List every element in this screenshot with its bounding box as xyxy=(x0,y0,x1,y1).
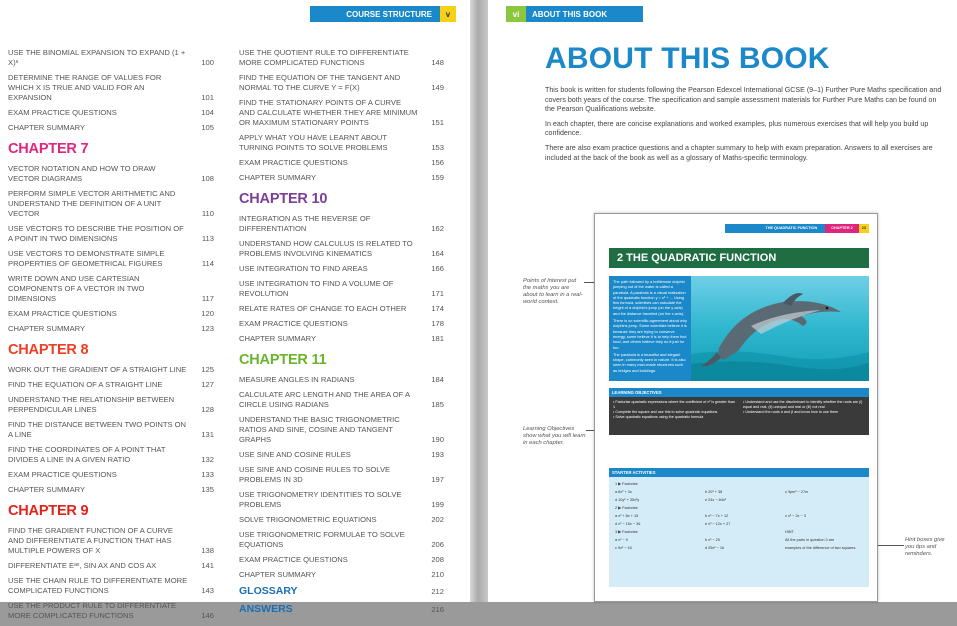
starter-item: 1 ▶ Factorise xyxy=(615,482,638,486)
contents-entry xyxy=(239,375,444,385)
entry-title: CHAPTER SUMMARY xyxy=(239,173,317,182)
entry-page-number: 105 xyxy=(201,123,214,132)
starter-item: a x² + 8x + 15 xyxy=(615,514,639,518)
contents-column-2 xyxy=(239,48,444,621)
note-hint-boxes: Hint boxes give you tips and reminders. xyxy=(905,537,945,557)
entry-title: USE TRIGONOMETRY IDENTITIES TO SOLVE PROBLEMS xyxy=(239,490,402,509)
entry-page-number: 197 xyxy=(431,475,444,484)
contents-entry xyxy=(239,450,444,460)
sample-header-chapter: CHAPTER 2 xyxy=(825,224,859,233)
entry-page-number: 125 xyxy=(201,365,214,374)
entry-title: USE VECTORS TO DESCRIBE THE POSITION OF A POINT IN TWO DIMENSIONS xyxy=(8,224,184,243)
entry-page-number: 185 xyxy=(431,400,444,409)
entry-title: CALCULATE ARC LENGTH AND THE AREA OF A CIRCLE USING RADIANS xyxy=(239,390,410,409)
entry-title: USE SINE AND COSINE RULES xyxy=(239,450,351,459)
starter-item: c x² − 2x − 3 xyxy=(785,514,806,518)
entry-page-number: 206 xyxy=(431,540,444,549)
starter-row xyxy=(615,529,863,537)
contents-entry xyxy=(239,48,444,68)
entry-title: USE THE PRODUCT RULE TO DIFFERENTIATE MORE COMPLICATED FUNCTIONS xyxy=(8,601,177,620)
entry-title: FIND THE COORDINATES OF A POINT THAT DIVIDES A LINE IN A GIVEN RATIO xyxy=(8,445,166,464)
contents-entry xyxy=(8,576,214,596)
book-gutter xyxy=(470,0,488,602)
entry-page-number: 171 xyxy=(431,289,444,298)
entry-page-number: 133 xyxy=(201,470,214,479)
right-page xyxy=(488,0,957,602)
contents-entry xyxy=(8,48,214,68)
contents-entry xyxy=(239,555,444,565)
entry-title: FIND THE EQUATION OF A STRAIGHT LINE xyxy=(8,380,163,389)
lo-item: • Factorise quadratic expressions where the coefficient of x² is greater than 1 xyxy=(613,400,735,409)
entry-page-number: 162 xyxy=(431,224,444,233)
contents-entry xyxy=(239,214,444,234)
lo-item: • Understand and use the discriminant to identify whether the roots are (i) equal and real, (ii) unequal and real or (iii) not real xyxy=(743,400,863,409)
dolphin-illustration xyxy=(691,276,869,381)
starter-row xyxy=(615,497,863,505)
entry-page-number: 148 xyxy=(431,58,444,67)
entry-title: EXAM PRACTICE QUESTIONS xyxy=(239,158,348,167)
starter-item: All the parts in question 3 are xyxy=(785,538,835,542)
starter-row xyxy=(615,537,863,545)
entry-page-number: 156 xyxy=(431,158,444,167)
sample-learning-objectives-title: LEARNING OBJECTIVES xyxy=(609,388,869,397)
entry-title: CHAPTER SUMMARY xyxy=(8,324,86,333)
entry-page-number: 143 xyxy=(201,586,214,595)
poi-paragraph: There is no scientific agreement about why dolphins jump. Some scientists believe it is because they are trying to conserve energy, some believe it is to help them find food, and others believe they do it just for fun. xyxy=(613,318,687,350)
entry-title: UNDERSTAND THE RELATIONSHIP BETWEEN PERPENDICULAR LINES xyxy=(8,395,175,414)
sample-header xyxy=(725,224,869,233)
lo-item: • Understand the roots α and β and know how to use them xyxy=(743,410,839,414)
contents-entry xyxy=(8,224,214,244)
entry-page-number: 153 xyxy=(431,143,444,152)
intro-paragraph: In each chapter, there are concise explanations and worked examples, plus numerous exercises that will help you build up confidence. xyxy=(545,119,929,138)
entry-title: EXAM PRACTICE QUESTIONS xyxy=(8,470,117,479)
sample-starter-activities-title: STARTER ACTIVITIES xyxy=(609,468,869,477)
intro-text xyxy=(545,86,945,168)
contents-entry xyxy=(239,264,444,274)
contents-entry xyxy=(8,380,214,390)
entry-title: MEASURE ANGLES IN RADIANS xyxy=(239,375,355,384)
entry-title: USE VECTORS TO DEMONSTRATE SIMPLE PROPERTIES OF GEOMETRICAL FIGURES xyxy=(8,249,165,268)
entry-title: UNDERSTAND HOW CALCULUS IS RELATED TO PROBLEMS INVOLVING KINEMATICS xyxy=(239,239,413,258)
entry-page-number: 174 xyxy=(431,304,444,313)
entry-title: DETERMINE THE RANGE OF VALUES FOR WHICH X IS TRUE AND VALID FOR AN EXPANSION xyxy=(8,73,162,102)
contents-entry xyxy=(8,445,214,465)
contents-entry xyxy=(8,123,214,133)
lo-right-column xyxy=(743,400,863,415)
chapter-heading: CHAPTER 7 xyxy=(8,141,89,157)
starter-item: c 9x² − 16 xyxy=(615,546,632,550)
contents-entry xyxy=(239,239,444,259)
sample-header-page: 23 xyxy=(859,224,869,233)
entry-title: EXAM PRACTICE QUESTIONS xyxy=(8,108,117,117)
entry-page-number: 193 xyxy=(431,450,444,459)
entry-page-number: 128 xyxy=(201,405,214,414)
entry-title: ANSWERS xyxy=(239,603,293,615)
chapter-heading: CHAPTER 10 xyxy=(239,191,328,207)
entry-title: SOLVE TRIGONOMETRIC EQUATIONS xyxy=(239,515,377,524)
entry-page-number: 100 xyxy=(201,58,214,67)
entry-page-number: 135 xyxy=(201,485,214,494)
contents-entry xyxy=(239,530,444,550)
contents-entry xyxy=(239,319,444,329)
entry-title: RELATE RATES OF CHANGE TO EACH OTHER xyxy=(239,304,407,313)
left-page-header xyxy=(310,6,456,22)
entry-page-number: 149 xyxy=(431,83,444,92)
entry-title: USE INTEGRATION TO FIND A VOLUME OF REVOLUTION xyxy=(239,279,394,298)
starter-item: c 9pm² − 27m xyxy=(785,490,809,494)
starter-item: b x² − 25 xyxy=(705,538,720,542)
starter-item: e 24x − 84x² xyxy=(705,498,727,502)
sample-points-of-interest xyxy=(609,276,691,381)
poi-paragraph: The path followed by a bottlenose dolphin jumping out of the water is called a parabola. A parabola is a visual realisation of the quadratic function y = x² + ... Using this formula, scientists can calculate the height of a dolphin's jump (on the y-axis) and the distance travelled (on the x-axis). xyxy=(613,279,686,316)
entry-title: FIND THE DISTANCE BETWEEN TWO POINTS ON A LINE xyxy=(8,420,187,439)
contents-entry xyxy=(8,561,214,571)
entry-title: USE THE CHAIN RULE TO DIFFERENTIATE MORE COMPLICATED FUNCTIONS xyxy=(8,576,188,595)
entry-title: CHAPTER SUMMARY xyxy=(239,334,317,343)
entry-title: USE TRIGONOMETRIC FORMULAE TO SOLVE EQUATIONS xyxy=(239,530,405,549)
entry-page-number: 123 xyxy=(201,324,214,333)
starter-row xyxy=(615,489,863,497)
header-title: ABOUT THIS BOOK xyxy=(526,6,643,22)
contents-entry xyxy=(239,570,444,580)
entry-page-number: 184 xyxy=(431,375,444,384)
starter-item: a 6x² + 3x xyxy=(615,490,632,494)
entry-title: DIFFERENTIATE Eᵃˣ, SIN AX AND COS AX xyxy=(8,561,157,570)
starter-item: d x² − 15x − 36 xyxy=(615,522,641,526)
entry-page-number: 202 xyxy=(431,515,444,524)
lo-item: • Complete the square and use this to solve quadratic equations xyxy=(613,410,718,414)
entry-title: GLOSSARY xyxy=(239,585,298,597)
entry-page-number: 166 xyxy=(431,264,444,273)
note-points-of-interest: Points of Interest put the maths you are about to learn in a real-world context. xyxy=(523,278,583,305)
contents-entry xyxy=(8,601,214,621)
entry-page-number: 181 xyxy=(431,334,444,343)
entry-title: USE INTEGRATION TO FIND AREAS xyxy=(239,264,368,273)
sample-starter-activities xyxy=(609,477,869,587)
contents-entry xyxy=(8,526,214,556)
contents-entry xyxy=(239,98,444,128)
entry-title: FIND THE GRADIENT FUNCTION OF A CURVE AND DIFFERENTIATE A FUNCTION THAT HAS MULTIPLE POWERS OF X xyxy=(8,526,173,555)
page-title: ABOUT THIS BOOK xyxy=(545,42,830,75)
left-page xyxy=(0,0,470,620)
starter-item: e x² − 12x + 27 xyxy=(705,522,731,526)
header-title: COURSE STRUCTURE xyxy=(310,6,440,22)
right-page-header xyxy=(506,6,643,22)
contents-entry xyxy=(8,164,214,184)
dolphin-photo xyxy=(691,276,869,381)
contents-entry xyxy=(239,133,444,153)
starter-item: b x² − 7x + 12 xyxy=(705,514,729,518)
entry-page-number: 110 xyxy=(201,209,214,218)
entry-page-number: 208 xyxy=(431,555,444,564)
entry-title: USE THE BINOMIAL EXPANSION TO EXPAND (1 + X)ⁿ xyxy=(8,48,186,67)
contents-entry xyxy=(8,395,214,415)
entry-title: USE THE QUOTIENT RULE TO DIFFERENTIATE MORE COMPLICATED FUNCTIONS xyxy=(239,48,409,67)
sample-header-title: THE QUADRATIC FUNCTION xyxy=(725,224,825,233)
starter-row xyxy=(615,545,863,553)
entry-title: EXAM PRACTICE QUESTIONS xyxy=(239,319,348,328)
starter-item: a x² − 9 xyxy=(615,538,628,542)
sample-chapter-title: 2 THE QUADRATIC FUNCTION xyxy=(609,248,869,268)
chapter-heading: CHAPTER 9 xyxy=(8,503,89,519)
entry-title: WORK OUT THE GRADIENT OF A STRAIGHT LINE xyxy=(8,365,187,374)
intro-paragraph: This book is written for students following the Pearson Edexcel International GCSE (9–1) Further Pure Maths specification and covers both years of the course. The specification and sample assessment materials for Further Pure Maths can be found on the Pearson Qualifications website. xyxy=(545,86,942,114)
entry-page-number: 212 xyxy=(431,587,444,596)
header-page-number: vi xyxy=(506,6,526,22)
back-matter-entry xyxy=(239,585,444,597)
entry-page-number: 178 xyxy=(431,319,444,328)
entry-page-number: 159 xyxy=(431,173,444,182)
entry-page-number: 108 xyxy=(201,174,214,183)
entry-page-number: 210 xyxy=(431,570,444,579)
entry-page-number: 117 xyxy=(201,294,214,303)
starter-item: b 20³ + 38 xyxy=(705,490,723,494)
contents-entry xyxy=(8,420,214,440)
contents-entry xyxy=(239,304,444,314)
contents-entry xyxy=(8,365,214,375)
entry-page-number: 164 xyxy=(431,249,444,258)
entry-title: EXAM PRACTICE QUESTIONS xyxy=(8,309,117,318)
starter-item: HINT xyxy=(785,530,794,534)
entry-page-number: 190 xyxy=(431,435,444,444)
contents-entry xyxy=(239,173,444,183)
contents-entry xyxy=(8,249,214,269)
entry-page-number: 199 xyxy=(431,500,444,509)
entry-page-number: 114 xyxy=(201,259,214,268)
entry-page-number: 120 xyxy=(201,309,214,318)
contents-entry xyxy=(8,73,214,103)
entry-title: USE SINE AND COSINE RULES TO SOLVE PROBLEMS IN 3D xyxy=(239,465,391,484)
contents-entry xyxy=(239,415,444,445)
entry-title: VECTOR NOTATION AND HOW TO DRAW VECTOR DIAGRAMS xyxy=(8,164,156,183)
entry-title: INTEGRATION AS THE REVERSE OF DIFFERENTIATION xyxy=(239,214,371,233)
contents-entry xyxy=(8,309,214,319)
entry-title: CHAPTER SUMMARY xyxy=(8,123,86,132)
entry-title: WRITE DOWN AND USE CARTESIAN COMPONENTS OF A VECTOR IN TWO DIMENSIONS xyxy=(8,274,145,303)
entry-title: FIND THE STATIONARY POINTS OF A CURVE AND CALCULATE WHETHER THEY ARE MINIMUM OR MAXIMUM STATIONARY POINTS xyxy=(239,98,418,127)
contents-entry xyxy=(239,490,444,510)
entry-page-number: 101 xyxy=(201,93,214,102)
intro-paragraph: There are also exam practice questions and a chapter summary to help with exam preparation. Answers to all exercises are included at the back of the book as well as a glossary of Maths-specific terminology. xyxy=(545,143,933,162)
sample-page-thumbnail xyxy=(594,213,878,602)
entry-page-number: 131 xyxy=(201,430,214,439)
contents-entry xyxy=(8,485,214,495)
contents-entry xyxy=(239,279,444,299)
entry-title: CHAPTER SUMMARY xyxy=(8,485,86,494)
entry-page-number: 151 xyxy=(431,118,444,127)
note-learning-objectives: Learning Objectives show what you will learn in each chapter. xyxy=(523,426,586,446)
back-matter-entry xyxy=(239,603,444,615)
entry-page-number: 138 xyxy=(201,546,214,555)
contents-entry xyxy=(239,158,444,168)
chapter-heading: CHAPTER 11 xyxy=(239,352,327,368)
entry-title: UNDERSTAND THE BASIC TRIGONOMETRIC RATIOS AND SINE, COSINE AND TANGENT GRAPHS xyxy=(239,415,400,444)
entry-title: PERFORM SIMPLE VECTOR ARITHMETIC AND UNDERSTAND THE DEFINITION OF A UNIT VECTOR xyxy=(8,189,176,218)
starter-row xyxy=(615,481,863,489)
contents-entry xyxy=(8,470,214,480)
contents-entry xyxy=(8,189,214,219)
entry-page-number: 113 xyxy=(201,234,214,243)
entry-page-number: 127 xyxy=(201,380,214,389)
header-page-number: v xyxy=(440,6,456,22)
contents-entry xyxy=(239,515,444,525)
contents-column-1 xyxy=(8,48,214,626)
entry-page-number: 104 xyxy=(201,108,214,117)
contents-entry xyxy=(8,324,214,334)
contents-entry xyxy=(8,274,214,304)
entry-page-number: 216 xyxy=(431,605,444,614)
entry-title: FIND THE EQUATION OF THE TANGENT AND NORMAL TO THE CURVE Y = F(X) xyxy=(239,73,401,92)
contents-entry xyxy=(239,465,444,485)
starter-item: 3 ▶ Factorise xyxy=(615,530,638,534)
sample-learning-objectives xyxy=(609,397,869,435)
starter-item: examples of the difference of two squares. xyxy=(785,546,857,550)
entry-title: CHAPTER SUMMARY xyxy=(239,570,317,579)
lo-item: • Solve quadratic equations using the quadratic formula xyxy=(613,415,704,419)
entry-title: EXAM PRACTICE QUESTIONS xyxy=(239,555,348,564)
entry-page-number: 146 xyxy=(201,611,214,620)
chapter-heading: CHAPTER 8 xyxy=(8,342,89,358)
entry-page-number: 141 xyxy=(201,561,214,570)
entry-page-number: 132 xyxy=(201,455,214,464)
starter-item: d 25x² − 16 xyxy=(705,546,725,550)
contents-entry xyxy=(239,73,444,93)
poi-paragraph: The parabola is a beautiful and elegant shape, commonly seen in nature. It is also seen in many man-made structures such as bridges and buildings. xyxy=(613,351,686,373)
lo-left-column xyxy=(613,400,737,420)
entry-title: APPLY WHAT YOU HAVE LEARNT ABOUT TURNING POINTS TO SOLVE PROBLEMS xyxy=(239,133,388,152)
contents-entry xyxy=(239,334,444,344)
starter-row xyxy=(615,521,863,529)
starter-row xyxy=(615,505,863,513)
starter-item: d 10y² + 35x²y xyxy=(615,498,640,502)
starter-item: 2 ▶ Factorise xyxy=(615,506,638,510)
starter-row xyxy=(615,513,863,521)
contents-entry xyxy=(239,390,444,410)
contents-entry xyxy=(8,108,214,118)
